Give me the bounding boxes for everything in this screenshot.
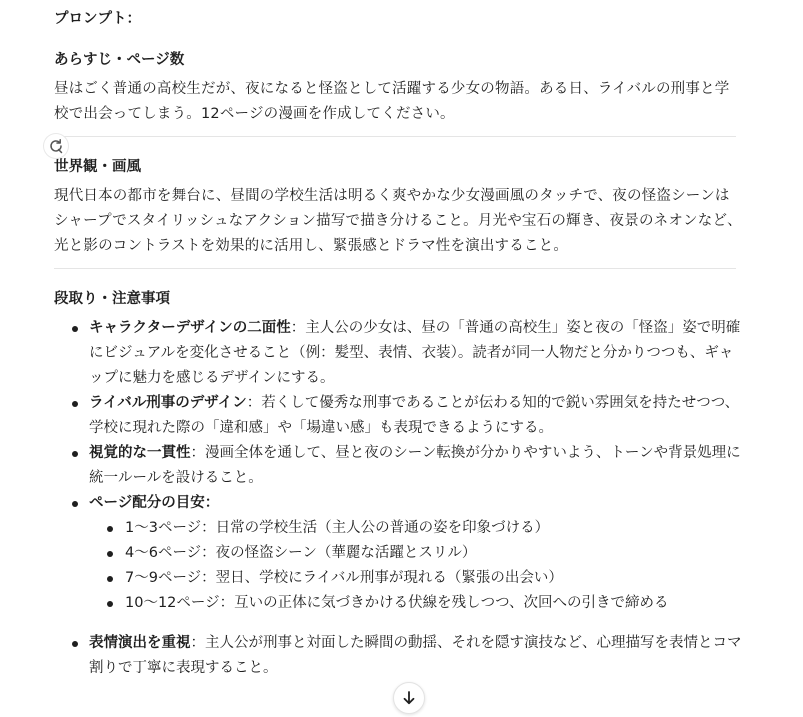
item-label: キャラクターデザインの二面性 xyxy=(89,320,291,336)
section-body-synopsis: 昼はごく普通の高校生だが、夜になると怪盗として活躍する少女の物語。ある日、ライバルの刑事と学校で出会ってしまう。12ページの漫画を作成してください。 xyxy=(54,81,730,122)
item-label: ページ配分の目安 xyxy=(89,495,205,511)
item-text: ：主人公が刑事と対面した瞬間の動揺、それを隠す演技など、心理描写を表情とコマ割りで丁寧に表現すること。 xyxy=(89,635,742,676)
sub-list-item: 4〜6ページ：夜の怪盗シーン（華麗な活躍とスリル） xyxy=(89,541,744,566)
list-item xyxy=(54,491,744,631)
item-text: ： xyxy=(204,495,220,511)
arrow-down-icon xyxy=(401,690,417,706)
list-item xyxy=(54,441,744,491)
sub-list-item: 7〜9ページ：翌日、学校にライバル刑事が現れる（緊張の出会い） xyxy=(89,566,744,591)
list-item xyxy=(54,631,744,681)
section-body-worldview: 現代日本の都市を舞台に、昼間の学校生活は明るく爽やかな少女漫画風のタッチで、夜の怪盗シーンはシャープでスタイリッシュなアクション描写で描き分けること。月光や宝石の輝き、夜景のネオンなど、光と影のコントラストを効果的に活用し、緊張感とドラマ性を演出すること。 xyxy=(54,188,742,254)
item-label: 視覚的な一貫性 xyxy=(89,445,191,461)
item-text: ：漫画全体を通して、昼と夜のシーン転換が分かりやすいよう、トーンや背景処理に統一ルールを設けること。 xyxy=(89,445,741,486)
scroll-to-bottom-button[interactable] xyxy=(393,682,425,714)
item-label: 表情演出を重視 xyxy=(89,635,191,651)
regenerate-button[interactable] xyxy=(44,134,68,158)
sub-list-item: 10〜12ページ：互いの正体に気づきかける伏線を残しつつ、次回への引きで締める xyxy=(89,591,744,616)
prompt-content xyxy=(54,8,744,681)
section-title-notes: 段取り・注意事項 xyxy=(54,291,170,307)
section-title-worldview: 世界観・画風 xyxy=(54,159,141,175)
list-item xyxy=(54,316,744,391)
list-item xyxy=(54,391,744,441)
prompt-label: プロンプト： xyxy=(54,11,141,27)
section-title-synopsis: あらすじ・ページ数 xyxy=(54,52,185,68)
page-allocation-list xyxy=(89,516,744,616)
regenerate-icon xyxy=(48,138,64,154)
item-label: ライバル刑事のデザイン xyxy=(89,395,247,411)
item-text: ：若くして優秀な刑事であることが伝わる知的で鋭い雰囲気を持たせつつ、学校に現れた際の「違和感」や「場違い感」も表現できるようにする。 xyxy=(89,395,740,436)
sub-list-item: 1〜3ページ：日常の学校生活（主人公の普通の姿を印象づける） xyxy=(89,516,744,541)
item-text: ：主人公の少女は、昼の「普通の高校生」姿と夜の「怪盗」姿で明確にビジュアルを変化させること（例：髪型、表情、衣装）。読者が同一人物だと分かりつつも、ギャップに魅力を感じるデザインにする。 xyxy=(89,320,741,386)
notes-list xyxy=(54,316,744,681)
